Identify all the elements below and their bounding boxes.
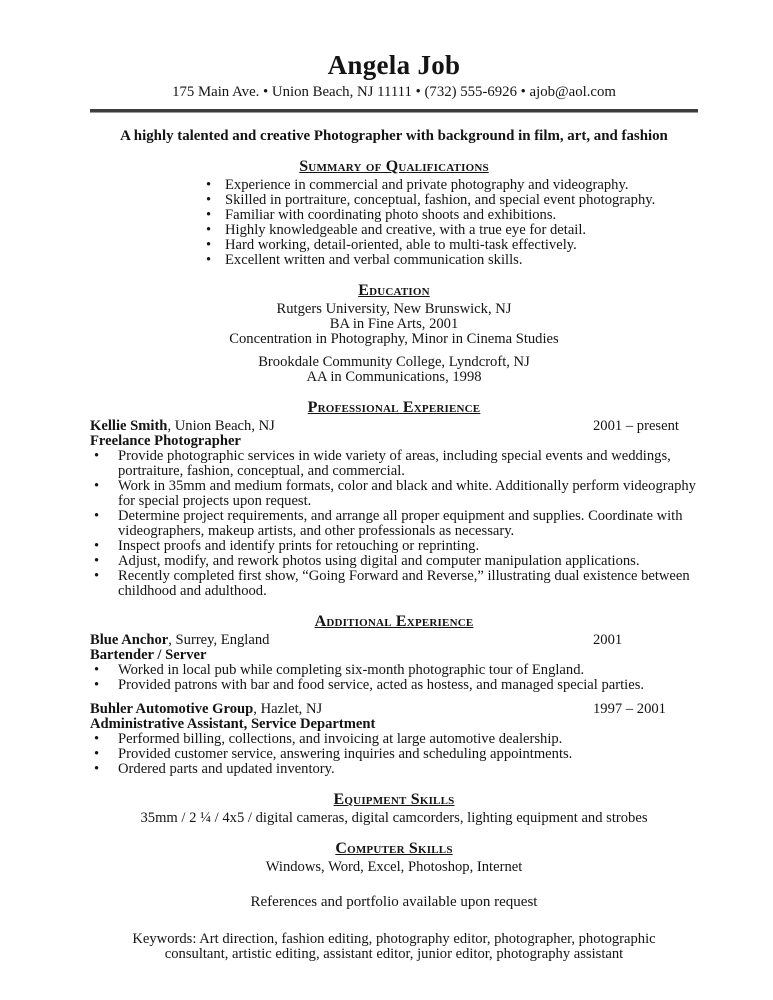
job-bullet-item: • Determine project requirements, and arrange all proper equipment and supplies. Coordinate with videographers, makeup artists, and other professionals as necessary. xyxy=(90,509,698,539)
job-head xyxy=(90,633,698,648)
job-dates: 1997 – 2001 xyxy=(593,701,666,717)
summary-bullet-item: • Skilled in portraiture, conceptual, fashion, and special event photography. xyxy=(90,193,698,208)
summary-bullet-item: • Hard working, detail-oriented, able to multi-task effectively. xyxy=(90,238,698,253)
person-name: Angela Job xyxy=(327,50,461,80)
job-employer: Kellie Smith xyxy=(90,418,168,434)
job-employer: Blue Anchor xyxy=(90,632,169,648)
job-bullet-item: • Inspect proofs and identify prints for retouching or reprinting. xyxy=(90,539,698,554)
job-location: , Surrey, England xyxy=(168,632,270,648)
job-dates: 2001 xyxy=(593,632,623,648)
references-line: References and portfolio available upon request xyxy=(250,894,538,910)
job-bullet-item: • Provide photographic services in wide variety of areas, including special events and weddings, portraiture, fashion, conceptual, and commercial. xyxy=(90,449,698,479)
tagline: A highly talented and creative Photographer with background in film, art, and fashion xyxy=(120,128,668,144)
section-professional-experience xyxy=(90,399,698,599)
summary-bullet-list xyxy=(90,178,698,268)
education-line: BA in Fine Arts, 2001 xyxy=(329,316,459,332)
summary-bullet-item: • Highly knowledgeable and creative, with a true eye for detail. xyxy=(90,223,698,238)
job-entry xyxy=(90,702,698,777)
education-school xyxy=(90,302,698,347)
job-location: , Hazlet, NJ xyxy=(253,701,323,717)
education-school xyxy=(90,355,698,385)
job-bullet-item: • Adjust, modify, and rework photos using digital and computer manipulation applications. xyxy=(90,554,698,569)
summary-bullet-item: • Experience in commercial and private photography and videography. xyxy=(90,178,698,193)
education-line: Rutgers University, New Brunswick, NJ xyxy=(276,301,512,317)
job-bullet-item: • Performed billing, collections, and invoicing at large automotive dealership. xyxy=(90,732,698,747)
job-entry xyxy=(90,633,698,693)
job-title: Bartender / Server xyxy=(90,647,207,663)
job-bullet-item: • Ordered parts and updated inventory. xyxy=(90,762,698,777)
job-entry xyxy=(90,419,698,599)
section-education xyxy=(90,282,698,385)
job-title: Administrative Assistant, Service Department xyxy=(90,716,376,732)
summary-heading: Summary of Qualifications xyxy=(299,158,489,175)
job-employer: Buhler Automotive Group xyxy=(90,701,254,717)
job-head xyxy=(90,419,698,434)
education-line: AA in Communications, 1998 xyxy=(306,369,482,385)
job-bullet-item: • Worked in local pub while completing six-month photographic tour of England. xyxy=(90,663,698,678)
education-line: Brookdale Community College, Lyndcroft, NJ xyxy=(258,354,530,370)
job-dates: 2001 – present xyxy=(593,418,679,434)
section-computer-skills xyxy=(90,840,698,875)
contact-line: 175 Main Ave. • Union Beach, NJ 11111 • (732) 555-6926 • ajob@aol.com xyxy=(172,84,616,100)
additional-heading: Additional Experience xyxy=(314,613,474,630)
equipment-heading: Equipment Skills xyxy=(333,791,455,808)
section-additional-experience xyxy=(90,613,698,777)
job-bullet-list xyxy=(90,732,698,777)
job-bullet-list xyxy=(90,449,698,599)
job-bullet-item: • Recently completed first show, “Going Forward and Reverse,” illustrating dual existence between childhood and adulthood. xyxy=(90,569,698,599)
job-head xyxy=(90,702,698,717)
job-bullet-list xyxy=(90,663,698,693)
equipment-skills-line: 35mm / 2 ¼ / 4x5 / digital cameras, digital camcorders, lighting equipment and strobes xyxy=(140,810,648,826)
header-divider xyxy=(90,109,698,113)
section-equipment-skills xyxy=(90,791,698,826)
education-heading: Education xyxy=(358,282,430,299)
section-summary xyxy=(90,158,698,268)
summary-bullet-item: • Excellent written and verbal communication skills. xyxy=(90,253,698,268)
job-location: , Union Beach, NJ xyxy=(167,418,275,434)
job-title: Freelance Photographer xyxy=(90,433,241,449)
computer-heading: Computer Skills xyxy=(335,840,453,857)
summary-bullet-item: • Familiar with coordinating photo shoots and exhibitions. xyxy=(90,208,698,223)
job-bullet-item: • Provided customer service, answering inquiries and scheduling appointments. xyxy=(90,747,698,762)
job-bullet-item: • Work in 35mm and medium formats, color and black and white. Additionally perform videography for special projects upon request. xyxy=(90,479,698,509)
professional-heading: Professional Experience xyxy=(307,399,481,416)
education-line: Concentration in Photography, Minor in Cinema Studies xyxy=(229,331,559,347)
job-bullet-item: • Provided patrons with bar and food service, acted as hostess, and managed special parties. xyxy=(90,678,698,693)
resume-header xyxy=(90,50,698,113)
computer-skills-line: Windows, Word, Excel, Photoshop, Internet xyxy=(265,859,523,875)
keywords-line: Keywords: Art direction, fashion editing, photography editor, photographer, photographic consultant, artistic editing, assistant editor, junior editor, photography assistant xyxy=(132,931,656,962)
